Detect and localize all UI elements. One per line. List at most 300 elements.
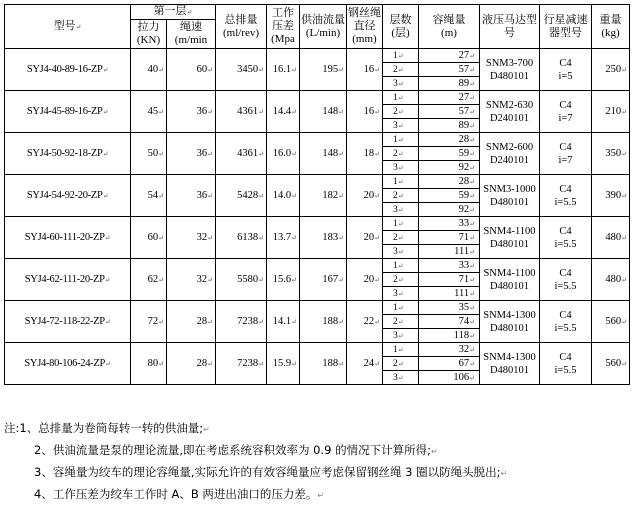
cell-pull: 54↵ [131, 175, 167, 217]
motor-model: SNM2-600 [485, 141, 534, 153]
cell-displacement: 4361↵ [216, 91, 267, 133]
cell-text: 89 [458, 77, 470, 89]
cell-layer: 1↵ [383, 91, 419, 105]
cell-text: 20 [363, 190, 375, 201]
motor-code: D480101 [489, 238, 530, 250]
cell-capacity: 89↵ [419, 119, 480, 133]
cell-pressure: 14.1↵ [267, 301, 300, 343]
cell-motor [480, 217, 540, 259]
motor-code: D480101 [489, 322, 530, 334]
cell-model: SYJ4-54-92-20-ZP↵ [5, 175, 131, 217]
cell-layer: 3↵ [383, 161, 419, 175]
cell-capacity: 92↵ [419, 203, 480, 217]
cell-text: 3450 [237, 64, 259, 75]
cell-text: 148 [322, 148, 339, 159]
cell-capacity: 28↵ [419, 175, 480, 189]
cell-text: 27 [458, 49, 470, 61]
cell-text: SYJ4-40-89-16-ZP [26, 64, 103, 75]
note-line-3: 3、容绳量为绞车的理论容绳量,实际允许的有效容绳量应考虑保留钢丝绳 3 圈以防绳头脱出;↵ [34, 465, 508, 479]
cell-text: 183 [322, 232, 339, 243]
cell-text: 71 [458, 231, 470, 243]
cell-text: 7238 [237, 358, 259, 369]
col-header-gear: 行星减速器型号 [540, 5, 592, 49]
cell-text: 57 [458, 63, 470, 75]
cell-text: 71 [458, 273, 470, 285]
cell-text: 28 [196, 358, 208, 369]
cell-pressure: 16.1↵ [267, 49, 300, 91]
cell-rope-speed: 36↵ [167, 175, 216, 217]
cell-text: 28 [196, 316, 208, 327]
cell-text: 2 [393, 232, 398, 243]
motor-code: D240101 [489, 154, 530, 166]
cell-capacity: 92↵ [419, 161, 480, 175]
cell-layer: 3↵ [383, 371, 419, 385]
motor-model: SNM2-630 [485, 99, 534, 111]
cell-text: 16 [363, 106, 375, 117]
cell-text: 1 [393, 218, 398, 229]
cell-layer: 2↵ [383, 273, 419, 287]
cell-layer: 1↵ [383, 343, 419, 357]
cell-text: SYJ4-62-111-20-ZP [24, 274, 105, 285]
cell-text: 24 [363, 358, 375, 369]
motor-code: D480101 [489, 196, 530, 208]
cell-motor [480, 133, 540, 175]
gear-ratio: i=5.5 [554, 322, 577, 334]
cell-text: 28 [458, 133, 470, 145]
cell-text: 2 [393, 64, 398, 75]
cell-text: 1 [393, 92, 398, 103]
cell-layer: 2↵ [383, 357, 419, 371]
motor-model: SNM4-1300 [483, 351, 536, 363]
cell-rope-speed: 60↵ [167, 49, 216, 91]
motor-model: SNM3-700 [485, 57, 534, 69]
cell-rope-speed: 36↵ [167, 133, 216, 175]
motor-model: SNM4-1300 [483, 309, 536, 321]
gear-ratio: i=5.5 [554, 238, 577, 250]
cell-oil-flow: 148↵ [300, 91, 347, 133]
cell-displacement: 3450↵ [216, 49, 267, 91]
gear-model: C4 [559, 225, 572, 237]
cell-text: 111 [454, 245, 470, 257]
cell-layer: 2↵ [383, 147, 419, 161]
cell-pressure: 16.0↵ [267, 133, 300, 175]
cell-layer: 3↵ [383, 203, 419, 217]
cell-model: SYJ4-40-89-16-ZP↵ [5, 49, 131, 91]
table-row [5, 301, 630, 315]
cell-displacement: 7238↵ [216, 343, 267, 385]
cell-text: 16.1 [272, 64, 292, 75]
cell-text: 1 [393, 302, 398, 313]
cell-text: 1 [393, 344, 398, 355]
cell-gear [540, 91, 592, 133]
cell-text: 28 [458, 175, 470, 187]
cell-weight: 560↵ [592, 343, 630, 385]
cell-text: 59 [458, 189, 470, 201]
cell-rope-speed: 36↵ [167, 91, 216, 133]
cell-text: 250 [605, 64, 622, 75]
cell-text: 2 [393, 106, 398, 117]
cell-motor [480, 49, 540, 91]
cell-capacity: 106↵ [419, 371, 480, 385]
cell-capacity: 111↵ [419, 245, 480, 259]
cell-text: 16 [363, 64, 375, 75]
cell-text: 6138 [237, 232, 259, 243]
motor-code: D240101 [489, 112, 530, 124]
cell-gear [540, 133, 592, 175]
cell-text: SYJ4-60-111-20-ZP [24, 232, 105, 243]
cell-pressure: 13.7↵ [267, 217, 300, 259]
cell-oil-flow: 183↵ [300, 217, 347, 259]
cell-text: 2 [393, 274, 398, 285]
cell-pressure: 14.0↵ [267, 175, 300, 217]
gear-ratio: i=5.5 [554, 196, 577, 208]
cell-oil-flow: 182↵ [300, 175, 347, 217]
cell-text: 148 [322, 106, 339, 117]
cell-text: 210 [605, 106, 622, 117]
cell-capacity: 33↵ [419, 217, 480, 231]
cell-model: SYJ4-62-111-20-ZP↵ [5, 259, 131, 301]
cell-text: 3 [393, 288, 398, 299]
cell-text: 32 [196, 274, 208, 285]
cell-pull: 62↵ [131, 259, 167, 301]
motor-model: SNM4-1100 [483, 225, 536, 237]
cell-capacity: 32↵ [419, 343, 480, 357]
cell-text: 40 [147, 64, 159, 75]
cell-text: 2 [393, 358, 398, 369]
cell-text: 350 [605, 148, 622, 159]
cell-text: 188 [322, 358, 339, 369]
spec-table-body [5, 49, 630, 385]
cell-text: 45 [147, 106, 159, 117]
cell-text: 167 [322, 274, 339, 285]
cell-text: 92 [458, 161, 470, 173]
cell-text: 36 [196, 190, 208, 201]
col-header-motor: 液压马达型号 [480, 5, 540, 49]
cell-text: 3 [393, 246, 398, 257]
cell-text: 72 [147, 316, 159, 327]
cell-text: 22 [363, 316, 375, 327]
cell-model: SYJ4-60-111-20-ZP↵ [5, 217, 131, 259]
motor-code: D480101 [489, 364, 530, 376]
cell-oil-flow: 188↵ [300, 343, 347, 385]
cell-pull: 80↵ [131, 343, 167, 385]
cell-capacity: 118↵ [419, 329, 480, 343]
cell-motor [480, 175, 540, 217]
col-header-weight: 重量 (kg) [592, 5, 630, 49]
gear-ratio: i=5.5 [554, 280, 577, 292]
cell-text: SYJ4-80-106-24-ZP [24, 358, 106, 369]
cell-weight: 250↵ [592, 49, 630, 91]
cell-rope-diameter: 22↵ [347, 301, 383, 343]
spec-table-wrapper [4, 4, 629, 385]
gear-model: C4 [559, 351, 572, 363]
cell-layer: 1↵ [383, 175, 419, 189]
cell-capacity: 27↵ [419, 91, 480, 105]
cell-pressure: 15.6↵ [267, 259, 300, 301]
gear-model: C4 [559, 309, 572, 321]
cell-capacity: 57↵ [419, 105, 480, 119]
cell-text: 35 [458, 301, 470, 313]
cell-text: 36 [196, 148, 208, 159]
cell-capacity: 59↵ [419, 189, 480, 203]
cell-capacity: 67↵ [419, 357, 480, 371]
cell-text: 54 [147, 190, 159, 201]
cell-text: 92 [458, 203, 470, 215]
cell-text: 1 [393, 50, 398, 61]
cell-capacity: 74↵ [419, 315, 480, 329]
cell-text: 5428 [237, 190, 259, 201]
cell-oil-flow: 167↵ [300, 259, 347, 301]
cell-capacity: 59↵ [419, 147, 480, 161]
cell-displacement: 5428↵ [216, 175, 267, 217]
cell-motor [480, 259, 540, 301]
cell-weight: 480↵ [592, 259, 630, 301]
col-header-pressure: 工作压差 (Mpa [267, 5, 300, 49]
footnotes [4, 418, 629, 506]
cell-capacity: 28↵ [419, 133, 480, 147]
col-header-capacity: 容绳量 (m) [419, 5, 480, 49]
cell-pressure: 14.4↵ [267, 91, 300, 133]
cell-text: 67 [458, 357, 470, 369]
cell-gear [540, 49, 592, 91]
cell-text: 36 [196, 106, 208, 117]
cell-text: SYJ4-50-92-18-ZP [26, 148, 103, 159]
cell-text: 4361 [237, 148, 259, 159]
cell-motor [480, 301, 540, 343]
cell-text: 59 [458, 147, 470, 159]
gear-ratio: i=7 [558, 112, 573, 124]
cell-displacement: 6138↵ [216, 217, 267, 259]
table-row [5, 133, 630, 147]
cell-layer: 3↵ [383, 245, 419, 259]
col-header-model: 型号↵ [5, 5, 131, 49]
cell-text: 111 [454, 287, 470, 299]
cell-layer: 3↵ [383, 77, 419, 91]
cell-weight: 350↵ [592, 133, 630, 175]
cell-displacement: 7238↵ [216, 301, 267, 343]
cell-rope-speed: 32↵ [167, 217, 216, 259]
cell-text: 118 [453, 329, 470, 341]
cell-text: 57 [458, 105, 470, 117]
cell-text: 2 [393, 148, 398, 159]
cell-text: 16.0 [272, 148, 292, 159]
motor-model: SNM4-1100 [483, 267, 536, 279]
motor-code: D480101 [489, 70, 530, 82]
col-header-layer1: 第一层↵ [131, 5, 216, 20]
motor-model: SNM3-1000 [483, 183, 536, 195]
cell-rope-diameter: 20↵ [347, 175, 383, 217]
cell-text: 3 [393, 120, 398, 131]
gear-ratio: i=5.5 [554, 364, 577, 376]
cell-model: SYJ4-45-89-16-ZP↵ [5, 91, 131, 133]
cell-gear [540, 175, 592, 217]
motor-code: D480101 [489, 280, 530, 292]
cell-text: 560 [605, 316, 622, 327]
cell-rope-diameter: 16↵ [347, 49, 383, 91]
cell-gear [540, 259, 592, 301]
cell-text: 4361 [237, 106, 259, 117]
cell-layer: 2↵ [383, 105, 419, 119]
cell-text: 480 [605, 232, 622, 243]
cell-text: SYJ4-72-118-22-ZP [24, 316, 105, 327]
cell-text: 188 [322, 316, 339, 327]
cell-layer: 1↵ [383, 217, 419, 231]
cell-weight: 210↵ [592, 91, 630, 133]
cell-capacity: 89↵ [419, 77, 480, 91]
table-row [5, 175, 630, 189]
cell-text: 15.9 [272, 358, 292, 369]
cell-pull: 45↵ [131, 91, 167, 133]
cell-model: SYJ4-72-118-22-ZP↵ [5, 301, 131, 343]
cell-text: 18 [363, 148, 375, 159]
cell-text: 60 [196, 64, 208, 75]
cell-model: SYJ4-80-106-24-ZP↵ [5, 343, 131, 385]
table-row [5, 49, 630, 63]
cell-layer: 3↵ [383, 287, 419, 301]
cell-text: 20 [363, 232, 375, 243]
cell-text: 560 [605, 358, 622, 369]
cell-capacity: 35↵ [419, 301, 480, 315]
note-line-4: 4、工作压差为绞车工作时 A、B 两进出油口的压力差。↵ [34, 487, 325, 501]
cell-text: SYJ4-45-89-16-ZP [26, 106, 103, 117]
cell-rope-diameter: 20↵ [347, 217, 383, 259]
cell-text: 14.4 [272, 106, 292, 117]
cell-layer: 2↵ [383, 189, 419, 203]
table-row [5, 217, 630, 231]
cell-oil-flow: 195↵ [300, 49, 347, 91]
cell-text: 33 [458, 217, 470, 229]
cell-text: 1 [393, 134, 398, 145]
cell-text: 3 [393, 204, 398, 215]
col-header-pull: 拉力 (KN) [131, 20, 167, 49]
cell-text: 32 [196, 232, 208, 243]
cell-rope-diameter: 18↵ [347, 133, 383, 175]
cell-displacement: 5580↵ [216, 259, 267, 301]
cell-pull: 60↵ [131, 217, 167, 259]
winch-spec-table [4, 4, 630, 385]
cell-text: SYJ4-54-92-20-ZP [26, 190, 103, 201]
cell-text: 3 [393, 162, 398, 173]
cell-weight: 480↵ [592, 217, 630, 259]
cell-text: 14.1 [272, 316, 292, 327]
cell-text: 1 [393, 260, 398, 271]
cell-text: 3 [393, 372, 398, 383]
cell-gear [540, 343, 592, 385]
cell-text: 15.6 [272, 274, 292, 285]
table-row [5, 343, 630, 357]
table-row [5, 91, 630, 105]
cell-oil-flow: 148↵ [300, 133, 347, 175]
cell-text: 33 [458, 259, 470, 271]
cell-layer: 1↵ [383, 301, 419, 315]
cell-capacity: 33↵ [419, 259, 480, 273]
col-header-rope-speed: 绳速 (m/min [167, 20, 216, 49]
gear-ratio: i=5 [558, 70, 573, 82]
cell-weight: 390↵ [592, 175, 630, 217]
cell-gear [540, 301, 592, 343]
cell-rope-speed: 28↵ [167, 343, 216, 385]
cell-text: 2 [393, 316, 398, 327]
gear-ratio: i=7 [558, 154, 573, 166]
cell-text: 182 [322, 190, 339, 201]
cell-text: 74 [458, 315, 470, 327]
cell-text: 106 [453, 371, 470, 383]
cell-text: 13.7 [272, 232, 292, 243]
cell-text: 480 [605, 274, 622, 285]
cell-layer: 1↵ [383, 259, 419, 273]
cell-motor [480, 343, 540, 385]
col-header-rope-diameter: 钢丝绳直径 (mm) [347, 5, 383, 49]
cell-text: 390 [605, 190, 622, 201]
cell-text: 195 [322, 64, 339, 75]
cell-text: 60 [147, 232, 159, 243]
cell-rope-diameter: 20↵ [347, 259, 383, 301]
cell-text: 27 [458, 91, 470, 103]
cell-oil-flow: 188↵ [300, 301, 347, 343]
cell-layer: 3↵ [383, 329, 419, 343]
cell-motor [480, 91, 540, 133]
cell-layer: 2↵ [383, 315, 419, 329]
cell-text: 3 [393, 78, 398, 89]
cell-text: 80 [147, 358, 159, 369]
cell-text: 2 [393, 190, 398, 201]
gear-model: C4 [559, 183, 572, 195]
cell-pull: 40↵ [131, 49, 167, 91]
col-header-layers: 层数 (层) [383, 5, 419, 49]
note-line-1: 注:1、总排量为卷筒每转一转的供油量;↵ [4, 421, 210, 435]
cell-capacity: 71↵ [419, 231, 480, 245]
cell-pull: 72↵ [131, 301, 167, 343]
cell-capacity: 71↵ [419, 273, 480, 287]
cell-rope-speed: 32↵ [167, 259, 216, 301]
gear-model: C4 [559, 57, 572, 69]
cell-rope-diameter: 24↵ [347, 343, 383, 385]
cell-pressure: 15.9↵ [267, 343, 300, 385]
cell-text: 32 [458, 343, 470, 355]
cell-text: 20 [363, 274, 375, 285]
cell-text: 5580 [237, 274, 259, 285]
cell-model: SYJ4-50-92-18-ZP↵ [5, 133, 131, 175]
gear-model: C4 [559, 99, 572, 111]
cell-capacity: 27↵ [419, 49, 480, 63]
cell-gear [540, 217, 592, 259]
cell-text: 1 [393, 176, 398, 187]
cell-text: 62 [147, 274, 159, 285]
cell-layer: 2↵ [383, 63, 419, 77]
cell-pull: 50↵ [131, 133, 167, 175]
col-header-oil-flow: 供油流量 (L/min) [300, 5, 347, 49]
cell-text: 3 [393, 330, 398, 341]
cell-text: 50 [147, 148, 159, 159]
cell-capacity: 111↵ [419, 287, 480, 301]
cell-text: 7238 [237, 316, 259, 327]
cell-layer: 3↵ [383, 119, 419, 133]
table-row [5, 259, 630, 273]
col-header-displacement: 总排量 (ml/rev) [216, 5, 267, 49]
gear-model: C4 [559, 141, 572, 153]
cell-layer: 1↵ [383, 49, 419, 63]
cell-text: 89 [458, 119, 470, 131]
cell-weight: 560↵ [592, 301, 630, 343]
gear-model: C4 [559, 267, 572, 279]
cell-displacement: 4361↵ [216, 133, 267, 175]
cell-rope-diameter: 16↵ [347, 91, 383, 133]
cell-layer: 2↵ [383, 231, 419, 245]
cell-rope-speed: 28↵ [167, 301, 216, 343]
note-line-2: 2、供油流量是泵的理论流量,即在考虑系统容积效率为 0.9 的情况下计算所得;↵ [34, 443, 438, 457]
cell-text: 14.0 [272, 190, 292, 201]
cell-capacity: 57↵ [419, 63, 480, 77]
